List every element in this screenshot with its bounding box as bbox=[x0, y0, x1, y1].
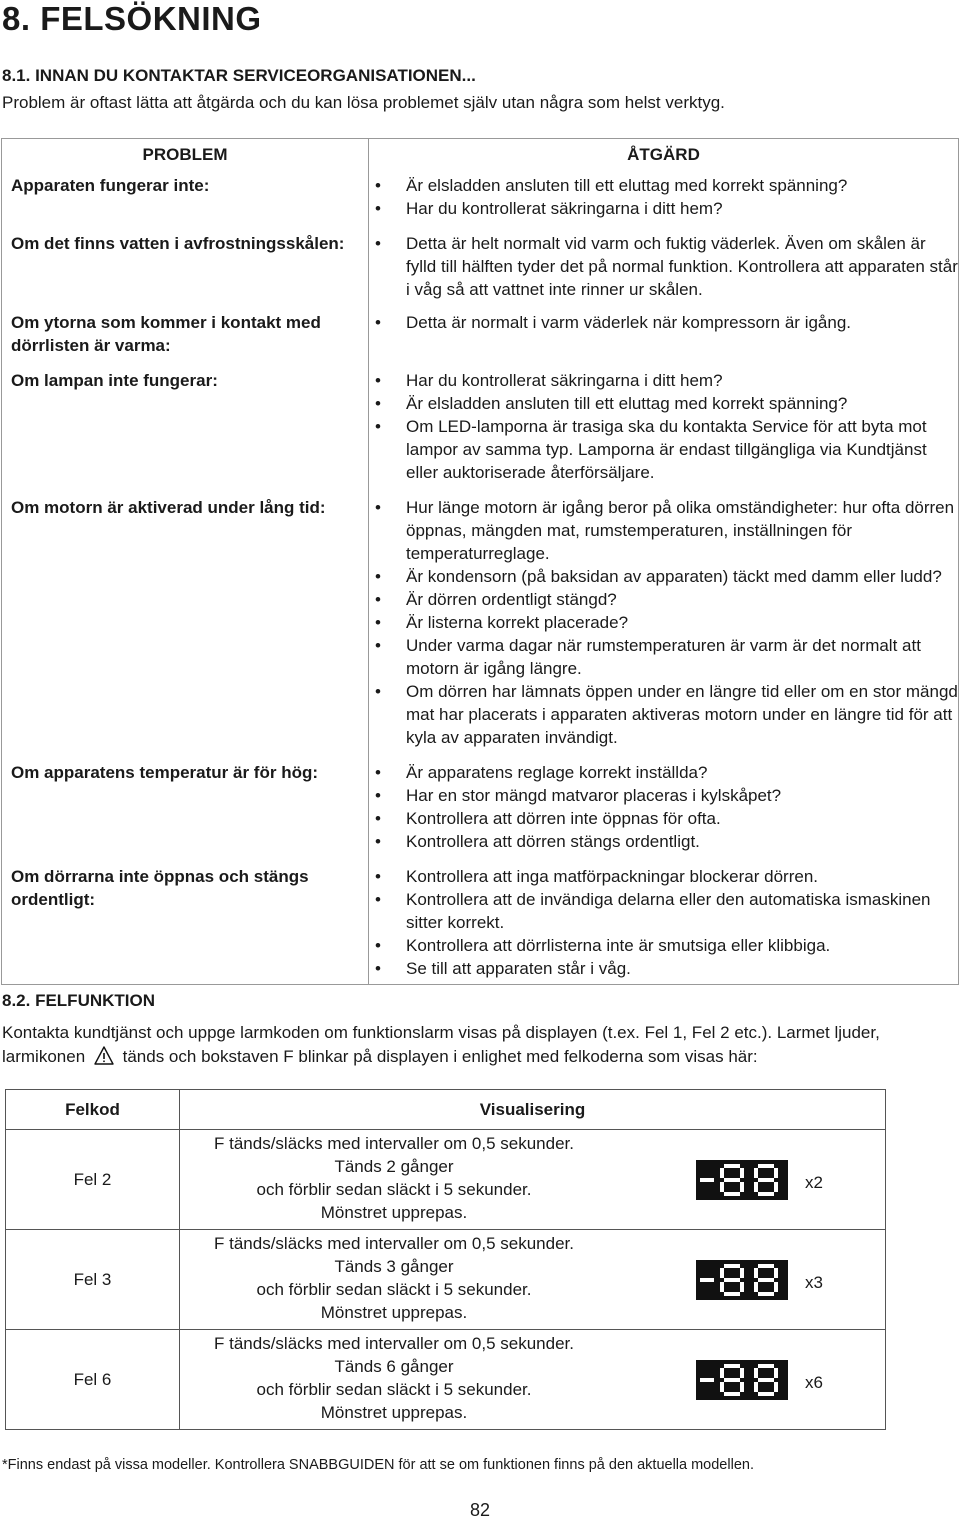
intro-text: Problem är oftast lätta att åtgärda och du kan lösa problemet själv utan några som helst verktyg. bbox=[2, 93, 725, 112]
visualisation-line: F tänds/släcks med intervaller om 0,5 sekunder. bbox=[214, 1334, 574, 1353]
action-list bbox=[369, 311, 958, 334]
problem-cell: Om lampan inte fungerar: bbox=[2, 363, 369, 490]
action-cell bbox=[369, 755, 959, 859]
footnote: *Finns endast på vissa modeller. Kontrollera SNABBGUIDEN för att se om funktionen finns på den aktuella modellen. bbox=[2, 1457, 754, 1473]
action-item: • Kontrollera att dörrlisterna inte är smutsiga eller klibbiga. bbox=[369, 934, 958, 957]
malfunction-text-part1: Kontakta kundtjänst och uppge larmkoden om funktionslarm visas på displayen (t.ex. Fel 1, Fel 2 etc.). Larmet ljuder, larmikonen bbox=[2, 1023, 880, 1066]
action-item: • Har du kontrollerat säkringarna i ditt hem? bbox=[369, 197, 958, 220]
display-icon bbox=[696, 1360, 788, 1400]
problem-row bbox=[2, 226, 959, 305]
action-item: • Om LED-lamporna är trasiga ska du kontakta Service för att byta mot lampor av samma typ. Lamporna är endast tillgängliga via Kundtjänst eller auktoriserade återförsäljare. bbox=[369, 415, 958, 484]
visualisation-line: Mönstret upprepas. bbox=[320, 1303, 468, 1322]
visualisation-line: Mönstret upprepas. bbox=[320, 1203, 468, 1222]
error-code-cell: Fel 6 bbox=[6, 1330, 180, 1430]
action-cell bbox=[369, 226, 959, 305]
action-column-header: ÅTGÄRD bbox=[369, 139, 959, 171]
action-list bbox=[369, 761, 958, 853]
action-item: • Är kondensorn (på baksidan av apparaten) täckt med damm eller ludd? bbox=[369, 565, 958, 588]
section-title: 8.1. INNAN DU KONTAKTAR SERVICEORGANISATIONEN... bbox=[2, 66, 476, 85]
action-item: • Detta är normalt i varm väderlek när kompressorn är igång. bbox=[369, 311, 958, 334]
display-icon bbox=[696, 1260, 788, 1300]
action-cell bbox=[369, 490, 959, 755]
problem-cell: Om dörrarna inte öppnas och stängs ordentligt: bbox=[2, 859, 369, 985]
action-item: • Har du kontrollerat säkringarna i ditt hem? bbox=[369, 369, 958, 392]
action-cell bbox=[369, 305, 959, 363]
visualisation-line: F tänds/släcks med intervaller om 0,5 sekunder. bbox=[214, 1134, 574, 1153]
error-code-cell: Fel 2 bbox=[6, 1130, 180, 1230]
troubleshooting-table bbox=[1, 138, 959, 985]
action-item: • Se till att apparaten står i våg. bbox=[369, 957, 958, 980]
action-item: • Hur länge motorn är igång beror på olika omständigheter: hur ofta dörren öppnas, mängden mat, rumstemperaturen, inställningen för temperaturreglage. bbox=[369, 496, 958, 565]
action-item: • Är listerna korrekt placerade? bbox=[369, 611, 958, 634]
visualisation-line: och förblir sedan släckt i 5 sekunder. bbox=[256, 1280, 532, 1299]
action-item: • Under varma dagar när rumstemperaturen är varm är det normalt att motorn är igång längre. bbox=[369, 634, 958, 680]
action-list bbox=[369, 496, 958, 749]
action-list bbox=[369, 174, 958, 220]
action-item: • Om dörren har lämnats öppen under en längre tid eller om en stor mängd mat har placerats i apparaten aktiveras motorn under en längre tid för att kyla av apparaten invändigt. bbox=[369, 680, 958, 749]
action-item: • Kontrollera att dörren inte öppnas för ofta. bbox=[369, 807, 958, 830]
problem-cell: Apparaten fungerar inte: bbox=[2, 170, 369, 226]
error-row bbox=[6, 1330, 886, 1430]
error-row bbox=[6, 1130, 886, 1230]
problem-column-header: PROBLEM bbox=[2, 139, 369, 171]
problem-cell: Om motorn är aktiverad under lång tid: bbox=[2, 490, 369, 755]
action-cell bbox=[369, 363, 959, 490]
visualisation-line: och förblir sedan släckt i 5 sekunder. bbox=[256, 1180, 532, 1199]
error-code-header: Felkod bbox=[6, 1090, 180, 1130]
visualisation-cell bbox=[180, 1130, 886, 1230]
display-icon bbox=[696, 1160, 788, 1200]
error-code-table bbox=[5, 1089, 886, 1430]
action-list bbox=[369, 232, 958, 301]
action-item: • Är dörren ordentligt stängd? bbox=[369, 588, 958, 611]
action-item: • Är elsladden ansluten till ett eluttag med korrekt spänning? bbox=[369, 392, 958, 415]
page-heading: 8. FELSÖKNING bbox=[2, 0, 262, 37]
action-item: • Kontrollera att de invändiga delarna eller den automatiska ismaskinen sitter korrekt. bbox=[369, 888, 958, 934]
error-row bbox=[6, 1230, 886, 1330]
visualisation-cell bbox=[180, 1230, 886, 1330]
action-cell bbox=[369, 170, 959, 226]
blink-count: x3 bbox=[805, 1273, 823, 1292]
visualisation-header: Visualisering bbox=[180, 1090, 886, 1130]
page-number: 82 bbox=[469, 1500, 491, 1520]
visualisation-cell bbox=[180, 1330, 886, 1430]
problem-cell: Om ytorna som kommer i kontakt med dörrlisten är varma: bbox=[2, 305, 369, 363]
action-item: • Kontrollera att inga matförpackningar blockerar dörren. bbox=[369, 865, 958, 888]
visualisation-text bbox=[180, 1232, 608, 1324]
visualisation-text bbox=[180, 1132, 608, 1224]
malfunction-text-part2: tänds och bokstaven F blinkar på displayen i enlighet med felkoderna som visas här: bbox=[122, 1047, 758, 1066]
problem-cell: Om apparatens temperatur är för hög: bbox=[2, 755, 369, 859]
warning-triangle-icon bbox=[94, 1046, 114, 1065]
visualisation-line: Tänds 2 gånger bbox=[334, 1157, 454, 1176]
action-cell bbox=[369, 859, 959, 985]
action-item: • Kontrollera att dörren stängs ordentligt. bbox=[369, 830, 958, 853]
blink-count: x6 bbox=[805, 1373, 823, 1392]
malfunction-text bbox=[2, 1021, 952, 1069]
visualisation-line: Tänds 3 gånger bbox=[334, 1257, 454, 1276]
problem-cell: Om det finns vatten i avfrostningsskålen: bbox=[2, 226, 369, 305]
action-item: • Är apparatens reglage korrekt inställda? bbox=[369, 761, 958, 784]
problem-row bbox=[2, 859, 959, 985]
problem-row bbox=[2, 755, 959, 859]
action-item: • Är elsladden ansluten till ett eluttag med korrekt spänning? bbox=[369, 174, 958, 197]
problem-row bbox=[2, 305, 959, 363]
action-list bbox=[369, 865, 958, 980]
problem-row bbox=[2, 170, 959, 226]
visualisation-line: och förblir sedan släckt i 5 sekunder. bbox=[256, 1380, 532, 1399]
action-item: • Detta är helt normalt vid varm och fuktig väderlek. Även om skålen är fylld till hälften tyder det på normal funktion. Kontrollera att apparaten står i våg så att vattnet inte rinner ur skålen. bbox=[369, 232, 958, 301]
visualisation-line: F tänds/släcks med intervaller om 0,5 sekunder. bbox=[214, 1234, 574, 1253]
action-list bbox=[369, 369, 958, 484]
action-item: • Har en stor mängd matvaror placeras i kylskåpet? bbox=[369, 784, 958, 807]
visualisation-text bbox=[180, 1332, 608, 1424]
error-code-cell: Fel 3 bbox=[6, 1230, 180, 1330]
problem-row bbox=[2, 363, 959, 490]
blink-count: x2 bbox=[805, 1173, 823, 1192]
problem-row bbox=[2, 490, 959, 755]
visualisation-line: Mönstret upprepas. bbox=[320, 1403, 468, 1422]
section-title-2: 8.2. FELFUNKTION bbox=[2, 991, 156, 1010]
visualisation-line: Tänds 6 gånger bbox=[334, 1357, 454, 1376]
